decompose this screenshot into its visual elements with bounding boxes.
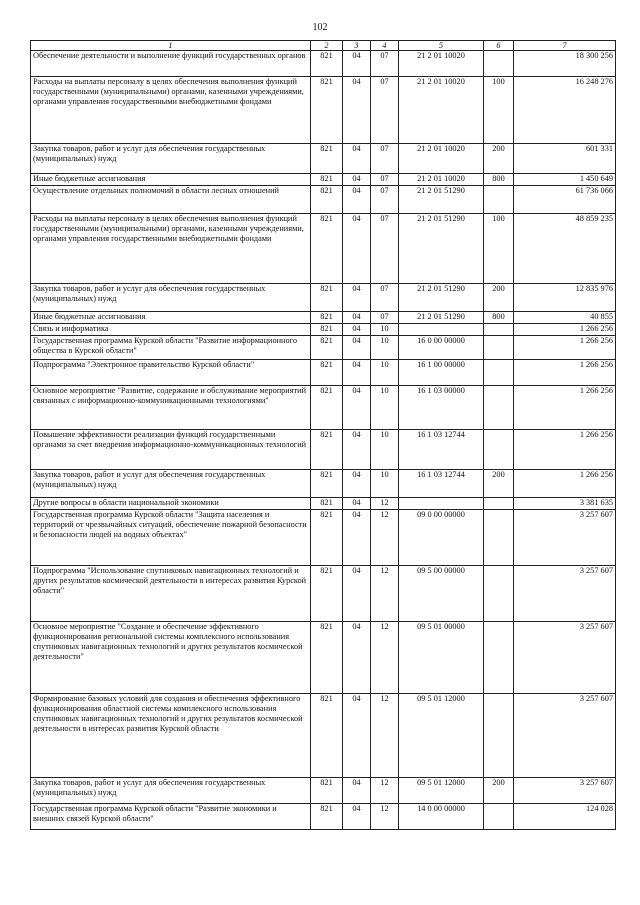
row-expense-type — [484, 498, 514, 510]
row-subsection: 07 — [371, 312, 399, 324]
row-subsection: 12 — [371, 566, 399, 622]
row-grbs: 821 — [311, 174, 343, 186]
table-row — [31, 498, 616, 510]
row-sum: 12 835 976 — [514, 284, 616, 312]
row-subsection: 10 — [371, 336, 399, 360]
col-header: 5 — [399, 41, 484, 51]
table-row — [31, 804, 616, 830]
row-name: Формирование базовых условий для создания и обеспечения эффективного функционирования областной системы комплексного использования спутниковых навигационных технологий и других результатов космической деятельности в интересах развития Курской области — [31, 694, 311, 778]
row-name: Иные бюджетные ассигнования — [31, 174, 311, 186]
row-name: Осуществление отдельных полномочий в области лесных отношений — [31, 186, 311, 214]
row-subsection: 12 — [371, 498, 399, 510]
row-grbs: 821 — [311, 694, 343, 778]
row-section: 04 — [343, 186, 371, 214]
row-section: 04 — [343, 51, 371, 77]
table-row — [31, 186, 616, 214]
row-section: 04 — [343, 498, 371, 510]
row-sum: 3 381 635 — [514, 498, 616, 510]
row-sum: 3 257 607 — [514, 694, 616, 778]
row-grbs: 821 — [311, 360, 343, 386]
table-row — [31, 622, 616, 694]
row-name: Закупка товаров, работ и услуг для обеспечения государственных (муниципальных) нужд — [31, 144, 311, 174]
row-subsection: 12 — [371, 804, 399, 830]
row-target-article: 14 0 00 00000 — [399, 804, 484, 830]
row-expense-type — [484, 510, 514, 566]
row-subsection: 07 — [371, 174, 399, 186]
row-section: 04 — [343, 778, 371, 804]
row-sum: 1 266 256 — [514, 386, 616, 430]
table-row — [31, 778, 616, 804]
row-subsection: 12 — [371, 622, 399, 694]
row-name: Подпрограмма "Использование спутниковых навигационных технологий и других результатов космической деятельности в интересах развития Курской области" — [31, 566, 311, 622]
table-row — [31, 430, 616, 470]
row-expense-type: 200 — [484, 144, 514, 174]
row-section: 04 — [343, 77, 371, 144]
row-target-article: 21 2 01 51290 — [399, 214, 484, 284]
row-target-article: 16 0 00 00000 — [399, 336, 484, 360]
row-expense-type — [484, 694, 514, 778]
row-target-article: 21 2 01 10020 — [399, 144, 484, 174]
row-grbs: 821 — [311, 386, 343, 430]
budget-table — [30, 40, 616, 830]
row-grbs: 821 — [311, 186, 343, 214]
row-section: 04 — [343, 284, 371, 312]
row-name: Основное мероприятие "Развитие, содержание и обслуживание мероприятий связанных с информационно-коммуникационными технологиями" — [31, 386, 311, 430]
row-expense-type — [484, 51, 514, 77]
row-target-article: 09 5 01 12000 — [399, 694, 484, 778]
row-expense-type: 800 — [484, 174, 514, 186]
table-row — [31, 51, 616, 77]
col-header: 3 — [343, 41, 371, 51]
row-grbs: 821 — [311, 77, 343, 144]
row-grbs: 821 — [311, 622, 343, 694]
row-name: Иные бюджетные ассигнования — [31, 312, 311, 324]
row-target-article: 16 1 03 00000 — [399, 386, 484, 430]
row-sum: 48 859 235 — [514, 214, 616, 284]
row-target-article — [399, 324, 484, 336]
row-subsection: 10 — [371, 386, 399, 430]
row-expense-type — [484, 186, 514, 214]
row-name: Государственная программа Курской области "Развитие информационного общества в Курской области" — [31, 336, 311, 360]
row-subsection: 12 — [371, 510, 399, 566]
row-expense-type: 100 — [484, 77, 514, 144]
row-expense-type: 100 — [484, 214, 514, 284]
row-target-article: 21 2 01 51290 — [399, 186, 484, 214]
row-target-article: 21 2 01 10020 — [399, 77, 484, 144]
row-section: 04 — [343, 430, 371, 470]
row-sum: 3 257 607 — [514, 510, 616, 566]
row-expense-type: 200 — [484, 778, 514, 804]
row-section: 04 — [343, 324, 371, 336]
row-section: 04 — [343, 510, 371, 566]
row-expense-type — [484, 430, 514, 470]
row-sum: 16 248 276 — [514, 77, 616, 144]
table-row — [31, 77, 616, 144]
row-sum: 1 266 256 — [514, 336, 616, 360]
row-grbs: 821 — [311, 144, 343, 174]
row-sum: 3 257 607 — [514, 566, 616, 622]
row-subsection: 07 — [371, 77, 399, 144]
row-subsection: 07 — [371, 51, 399, 77]
row-target-article: 21 2 01 10020 — [399, 51, 484, 77]
table-row — [31, 566, 616, 622]
row-section: 04 — [343, 360, 371, 386]
row-expense-type — [484, 336, 514, 360]
row-subsection: 07 — [371, 144, 399, 174]
table-row — [31, 324, 616, 336]
row-section: 04 — [343, 566, 371, 622]
row-target-article: 16 1 00 00000 — [399, 360, 484, 386]
row-section: 04 — [343, 336, 371, 360]
row-sum: 40 855 — [514, 312, 616, 324]
row-subsection: 10 — [371, 324, 399, 336]
row-target-article — [399, 498, 484, 510]
row-section: 04 — [343, 470, 371, 498]
row-section: 04 — [343, 174, 371, 186]
row-name: Обеспечение деятельности и выполнение функций государственных органов — [31, 51, 311, 77]
table-row — [31, 312, 616, 324]
row-subsection: 07 — [371, 284, 399, 312]
row-grbs: 821 — [311, 336, 343, 360]
row-section: 04 — [343, 804, 371, 830]
row-target-article: 21 2 01 51290 — [399, 312, 484, 324]
row-sum: 3 257 607 — [514, 622, 616, 694]
table-header-row — [31, 41, 616, 51]
row-expense-type — [484, 566, 514, 622]
row-grbs: 821 — [311, 778, 343, 804]
row-sum: 61 736 066 — [514, 186, 616, 214]
row-grbs: 821 — [311, 430, 343, 470]
row-target-article: 09 5 01 00000 — [399, 622, 484, 694]
col-header: 7 — [514, 41, 616, 51]
row-name: Связь и информатика — [31, 324, 311, 336]
row-subsection: 07 — [371, 214, 399, 284]
row-target-article: 09 5 01 12000 — [399, 778, 484, 804]
row-section: 04 — [343, 386, 371, 430]
row-name: Государственная программа Курской области "Развитие экономики и внешних связей Курской области" — [31, 804, 311, 830]
page-number: 102 — [312, 22, 328, 33]
row-target-article: 16 1 03 12744 — [399, 430, 484, 470]
row-grbs: 821 — [311, 312, 343, 324]
row-sum: 124 028 — [514, 804, 616, 830]
row-expense-type — [484, 386, 514, 430]
row-expense-type: 800 — [484, 312, 514, 324]
row-expense-type: 200 — [484, 284, 514, 312]
row-target-article: 09 5 00 00000 — [399, 566, 484, 622]
table-row — [31, 336, 616, 360]
row-grbs: 821 — [311, 510, 343, 566]
row-grbs: 821 — [311, 804, 343, 830]
col-header: 1 — [31, 41, 311, 51]
table-row — [31, 694, 616, 778]
row-name: Другие вопросы в области национальной экономики — [31, 498, 311, 510]
row-section: 04 — [343, 144, 371, 174]
table-row — [31, 360, 616, 386]
row-sum: 1 266 256 — [514, 324, 616, 336]
row-name: Закупка товаров, работ и услуг для обеспечения государственных (муниципальных) нужд — [31, 284, 311, 312]
row-sum: 3 257 607 — [514, 778, 616, 804]
row-section: 04 — [343, 622, 371, 694]
row-grbs: 821 — [311, 284, 343, 312]
row-target-article: 21 2 01 51290 — [399, 284, 484, 312]
row-target-article: 21 2 01 10020 — [399, 174, 484, 186]
row-grbs: 821 — [311, 566, 343, 622]
table-row — [31, 386, 616, 430]
row-sum: 1 266 256 — [514, 470, 616, 498]
row-expense-type — [484, 360, 514, 386]
table-row — [31, 284, 616, 312]
row-section: 04 — [343, 312, 371, 324]
row-subsection: 10 — [371, 360, 399, 386]
row-subsection: 12 — [371, 778, 399, 804]
row-name: Расходы на выплаты персоналу в целях обеспечения выполнения функций государственными (муниципальными) органами, казенными учреждениями, органами управления государственными внебюджетными фондами — [31, 214, 311, 284]
table-row — [31, 214, 616, 284]
table-row — [31, 174, 616, 186]
row-name: Закупка товаров, работ и услуг для обеспечения государственных (муниципальных) нужд — [31, 778, 311, 804]
row-grbs: 821 — [311, 324, 343, 336]
row-name: Основное мероприятие "Создание и обеспечение эффективного функционирования региональной системы комплексного использования спутниковых навигационных технологий и других результатов космической деятельности" — [31, 622, 311, 694]
row-name: Расходы на выплаты персоналу в целях обеспечения выполнения функций государственными (муниципальными) органами, казенными учреждениями, органами управления государственными внебюджетными фондами — [31, 77, 311, 144]
table-row — [31, 470, 616, 498]
table-row — [31, 510, 616, 566]
row-target-article: 09 0 00 00000 — [399, 510, 484, 566]
row-target-article: 16 1 03 12744 — [399, 470, 484, 498]
col-header: 4 — [371, 41, 399, 51]
row-grbs: 821 — [311, 498, 343, 510]
col-header: 2 — [311, 41, 343, 51]
row-sum: 1 266 256 — [514, 360, 616, 386]
row-subsection: 10 — [371, 470, 399, 498]
row-section: 04 — [343, 694, 371, 778]
row-name: Повышение эффективности реализации функций государственными органами за счет внедрения информационно-коммуникационных технологий — [31, 430, 311, 470]
row-subsection: 07 — [371, 186, 399, 214]
row-sum: 601 331 — [514, 144, 616, 174]
row-section: 04 — [343, 214, 371, 284]
row-expense-type — [484, 804, 514, 830]
row-grbs: 821 — [311, 51, 343, 77]
row-subsection: 12 — [371, 694, 399, 778]
row-expense-type — [484, 622, 514, 694]
row-name: Закупка товаров, работ и услуг для обеспечения государственных (муниципальных) нужд — [31, 470, 311, 498]
row-sum: 1 450 649 — [514, 174, 616, 186]
row-grbs: 821 — [311, 214, 343, 284]
col-header: 6 — [484, 41, 514, 51]
row-sum: 1 266 256 — [514, 430, 616, 470]
row-sum: 18 300 256 — [514, 51, 616, 77]
row-name: Государственная программа Курской области "Защита населения и территорий от чрезвычайных ситуаций, обеспечение пожарной безопасности и безопасности людей на водных объектах" — [31, 510, 311, 566]
row-subsection: 10 — [371, 430, 399, 470]
row-expense-type: 200 — [484, 470, 514, 498]
table-row — [31, 144, 616, 174]
row-expense-type — [484, 324, 514, 336]
row-grbs: 821 — [311, 470, 343, 498]
row-name: Подпрограмма "Электронное правительство Курской области" — [31, 360, 311, 386]
